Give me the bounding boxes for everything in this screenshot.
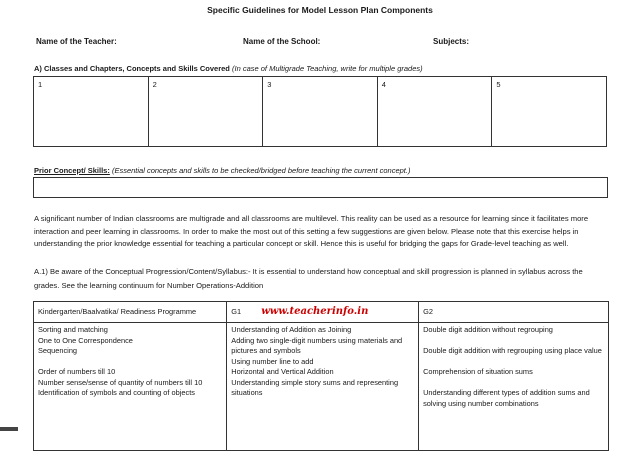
g1-item: Understanding simple story sums and representing situations — [231, 377, 399, 397]
kg-item: Identification of symbols and counting of objects — [38, 388, 195, 397]
page-title: Specific Guidelines for Model Lesson Plan Components — [207, 5, 433, 15]
g2-cell — [419, 323, 609, 451]
g2-header: G2 — [419, 302, 609, 323]
g1-item: Adding two single-digit numbers using materials and pictures and symbols — [231, 335, 403, 355]
class-cell-5[interactable]: 5 — [492, 77, 607, 147]
class-cell-1[interactable]: 1 — [34, 77, 149, 147]
watermark: www.teacherinfo.in — [261, 305, 369, 317]
class-cell-2[interactable]: 2 — [148, 77, 263, 147]
multigrade-paragraph: A significant number of Indian classrooms are multigrade and all classrooms are multilevel. This reality can be used as a resource for learning since it facilitates more interaction and peer learning in classrooms. In order to make the most out of this setting a few suggestions are given below. Please note that this exercise helps in understanding the prior knowledge essential for teaching a particular concept or skill. Hence this is useful for bridging the gaps for Grade-level teaching as well. — [34, 214, 589, 248]
school-name-label: Name of the School: — [243, 37, 321, 46]
page-edge-mark — [0, 427, 18, 431]
kg-cell — [34, 323, 227, 451]
kg-item: One to One Correspondence — [38, 335, 133, 345]
prior-concept-box[interactable] — [33, 177, 608, 198]
kg-item: Number sense/sense of quantity of numbers till 10 — [38, 377, 203, 387]
subjects-label: Subjects: — [433, 37, 470, 46]
classes-table — [33, 76, 607, 147]
kg-item: Sequencing — [38, 346, 78, 355]
prior-concept-heading — [34, 166, 410, 175]
g1-cell — [227, 323, 419, 451]
g1-item: Using number line to add — [231, 356, 314, 366]
g2-item: Comprehension of situation sums — [423, 367, 533, 376]
g1-header-label: G1 — [231, 306, 242, 316]
kg-item: Order of numbers till 10 — [38, 367, 116, 376]
g2-item: Double digit addition with regrouping using place value — [423, 346, 602, 355]
teacher-name-label: Name of the Teacher: — [36, 37, 117, 46]
class-cell-3[interactable]: 3 — [263, 77, 378, 147]
g2-item: Double digit addition without regrouping — [423, 325, 553, 334]
g1-header — [227, 302, 419, 323]
g1-item: Horizontal and Vertical Addition — [231, 367, 334, 376]
section-a-title: A) Classes and Chapters, Concepts and Skills Covered — [34, 64, 230, 73]
progression-paragraph: A.1) Be aware of the Conceptual Progression/Content/Syllabus:- It is essential to understand how conceptual and skill progression is planned in syllabus across the grades. See the learning continuum for Number Operations-Addition — [34, 267, 583, 290]
g1-item: Understanding of Addition as Joining — [231, 325, 352, 334]
prior-concept-label: Prior Concept/ Skills: — [34, 166, 110, 175]
g2-item: Understanding different types of addition sums and solving using number combinations — [423, 388, 590, 408]
section-a-note: (In case of Multigrade Teaching, write for multiple grades) — [232, 64, 423, 73]
section-a-heading — [34, 64, 423, 73]
prior-concept-note: (Essential concepts and skills to be checked/bridged before teaching the current concept.) — [111, 166, 411, 175]
learning-continuum-table — [33, 301, 609, 451]
class-cell-4[interactable]: 4 — [377, 77, 492, 147]
kg-item: Sorting and matching — [38, 325, 108, 334]
kg-header: Kindergarten/Baalvatika/ Readiness Programme — [34, 302, 227, 323]
